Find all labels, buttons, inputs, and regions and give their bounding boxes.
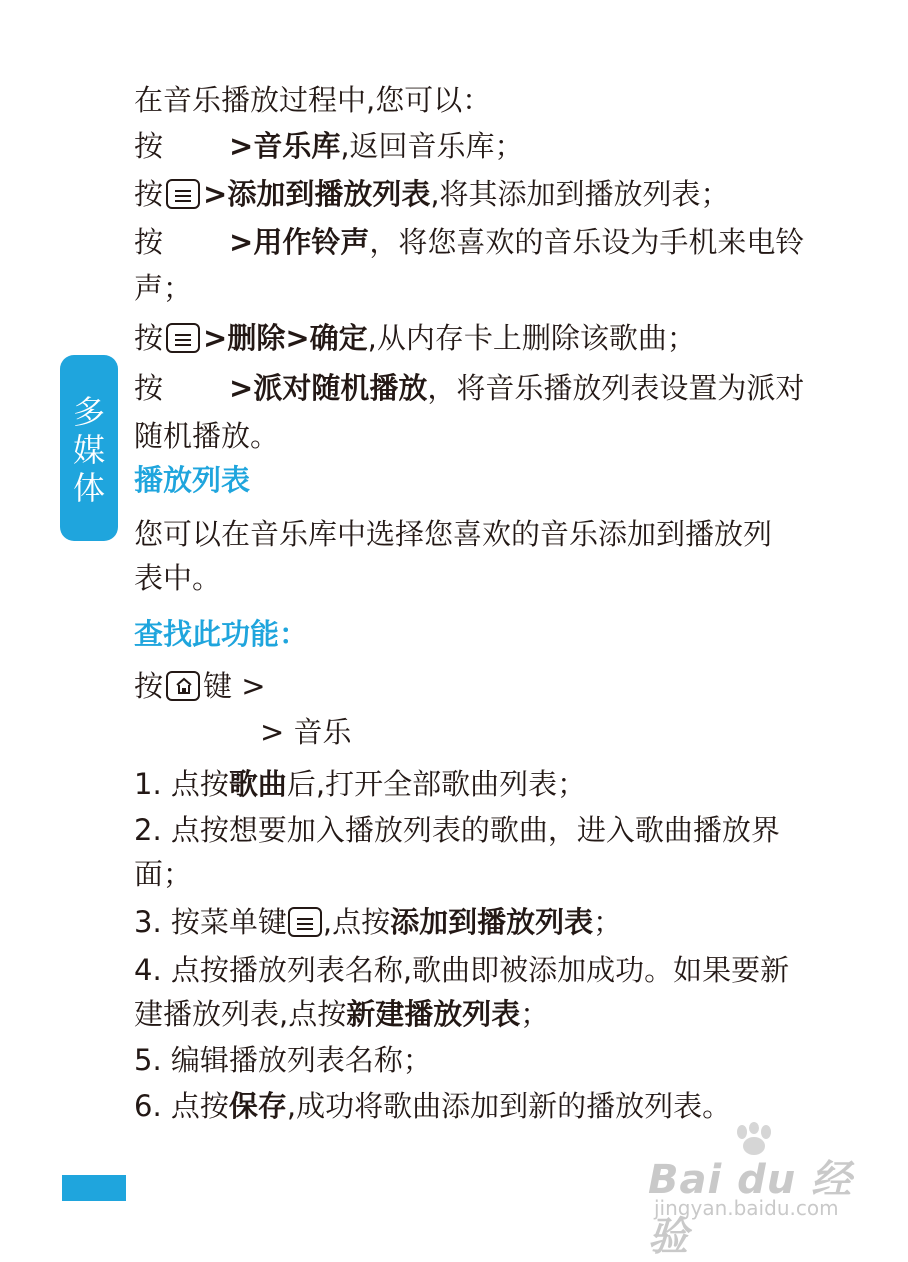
step-text: 面；: [134, 857, 193, 891]
section-desc-text: 表中。: [134, 561, 222, 595]
intro-line: [134, 76, 491, 124]
step-text: 1. 点按: [134, 767, 229, 801]
option-delete: [134, 314, 696, 362]
section-desc-text: 您可以在音乐库中选择您喜欢的音乐添加到播放列: [134, 517, 773, 551]
menu-key-icon: [166, 179, 200, 209]
step-5: [134, 1036, 432, 1084]
option-label: >派对随机播放: [229, 371, 428, 405]
option-desc: ,从内存卡上删除该歌曲；: [367, 321, 696, 355]
option-use-as-ringtone: [134, 218, 804, 266]
option-label: >删除: [203, 321, 286, 355]
step-bold: 歌曲: [228, 767, 287, 801]
step-text: ；: [593, 905, 623, 939]
step-text: 后,打开全部歌曲列表；: [286, 767, 587, 801]
option-label: >添加到播放列表: [203, 177, 431, 211]
option-use-as-ringtone-cont: [134, 264, 192, 312]
option-label: >音乐库: [229, 129, 341, 163]
step-text: 2. 点按想要加入播放列表的歌曲，进入歌曲播放界: [134, 813, 780, 847]
find-key-suffix: 键 >: [203, 669, 266, 703]
step-2: [134, 806, 780, 854]
section-heading-playlist: [134, 456, 250, 504]
find-path-line: [134, 662, 266, 710]
step-3: [134, 898, 622, 946]
option-label: >用作铃声: [229, 225, 370, 259]
section-heading-text: 播放列表: [134, 463, 251, 497]
step-4: [134, 946, 789, 994]
side-tab-char: 媒: [72, 431, 105, 469]
option-desc: ,返回音乐库；: [340, 129, 524, 163]
watermark-logo: Bai du 经验: [648, 1157, 853, 1260]
watermark-url: jingyan.baidu.com: [654, 1196, 839, 1220]
option-add-to-playlist: [134, 170, 730, 218]
step-bold: 保存: [228, 1089, 287, 1123]
side-tab-multimedia: [60, 355, 118, 541]
find-path-text: > 音乐: [260, 715, 352, 749]
press-text: 按: [134, 321, 164, 355]
find-path-music: [260, 708, 352, 756]
option-party-shuffle-cont: [134, 412, 279, 460]
step-text: ；: [520, 997, 550, 1031]
home-key-icon: [166, 671, 200, 701]
section-desc-line: [134, 554, 221, 602]
baidu-watermark: [644, 1122, 854, 1260]
press-text: 按: [134, 177, 164, 211]
option-desc-cont: 声；: [134, 271, 193, 305]
side-tab-label: [60, 393, 118, 507]
menu-key-icon: [288, 907, 322, 937]
press-text: 按: [134, 129, 164, 163]
option-music-library: [134, 122, 524, 170]
step-text: 建播放列表,点按: [134, 997, 347, 1031]
side-tab-char: 多: [72, 393, 105, 431]
step-4-cont: [134, 990, 549, 1038]
step-text: ,点按: [322, 905, 391, 939]
find-feature-heading-text: 查找此功能：: [134, 617, 309, 651]
menu-key-icon: [166, 323, 200, 353]
option-desc: ，将您喜欢的音乐设为手机来电铃: [369, 225, 805, 259]
step-text: 4. 点按播放列表名称,歌曲即被添加成功。如果要新: [134, 953, 790, 987]
step-text: 5. 编辑播放列表名称；: [134, 1043, 432, 1077]
page-marker-bar: [62, 1175, 126, 1201]
option-desc: ，将音乐播放列表设置为派对: [427, 371, 805, 405]
step-text: 6. 点按: [134, 1089, 229, 1123]
option-label-confirm: >确定: [285, 321, 368, 355]
step-bold: 添加到播放列表: [390, 905, 594, 939]
option-desc-cont: 随机播放。: [134, 419, 280, 453]
step-bold: 新建播放列表: [346, 997, 521, 1031]
press-text: 按: [134, 371, 164, 405]
step-6: [134, 1082, 731, 1130]
section-desc-line: [134, 510, 772, 558]
intro-text: 在音乐播放过程中,您可以：: [134, 83, 492, 117]
press-text: 按: [134, 669, 164, 703]
step-text: 3. 按菜单键: [134, 905, 287, 939]
press-text: 按: [134, 225, 164, 259]
step-text: ,成功将歌曲添加到新的播放列表。: [286, 1089, 732, 1123]
step-2-cont: [134, 850, 192, 898]
option-desc: ,将其添加到播放列表；: [430, 177, 730, 211]
step-1: [134, 760, 586, 808]
find-feature-heading: [134, 610, 308, 658]
option-party-shuffle: [134, 364, 804, 412]
side-tab-char: 体: [72, 469, 105, 507]
